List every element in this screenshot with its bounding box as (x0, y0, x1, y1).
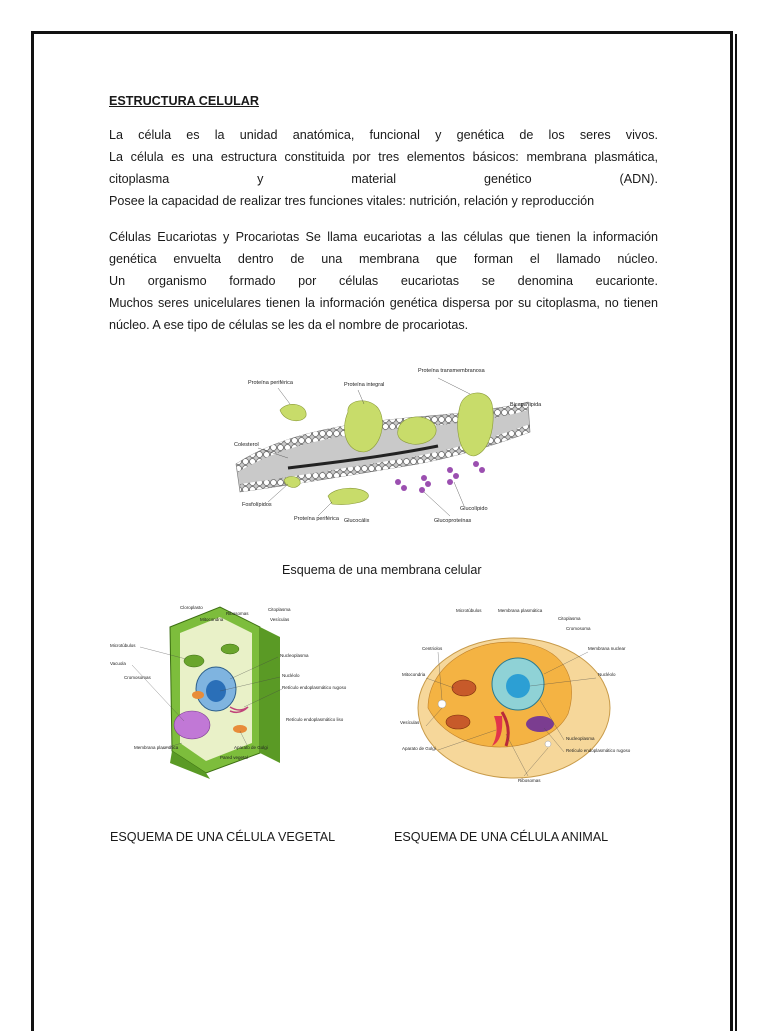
label-phospholipids: Fosfolípidos (242, 502, 272, 508)
animal-cell-diagram (398, 604, 631, 788)
label-chromosomes: Cromosomas (124, 675, 151, 680)
label-integral-protein: Proteína integral (344, 382, 385, 388)
paragraph-line: La célula es una estructura constituida por tres elementos básicos: membrana plasmática, (109, 150, 658, 164)
paragraph-line: Un organismo formado por células eucariotas se denomina eucarionte. (109, 274, 658, 288)
label-glycocalyx: Glucocálix (344, 518, 370, 524)
label-cytoplasm: Citoplasma (558, 616, 581, 621)
label-glycolipid: Glucolípido (460, 506, 488, 512)
label-nucleoplasm: Nucleoplasma (280, 653, 309, 658)
paragraph-line: citoplasma y material genético (ADN). (109, 172, 658, 186)
label-peripheral-protein-bottom: Proteína periférica (294, 516, 339, 522)
intro-paragraph (109, 124, 658, 212)
label-microtubules: Microtúbulos (456, 608, 482, 613)
membrane-caption: Esquema de una membrana celular (282, 563, 482, 577)
label-ribosomes: Ribosomas (226, 611, 249, 616)
label-microtubules: Microtúbulos (110, 643, 136, 648)
paragraph-line: Posee la capacidad de realizar tres funciones vitales: nutrición, relación y reproducción (109, 194, 595, 208)
plant-cell-caption: ESQUEMA DE UNA CÉLULA VEGETAL (110, 830, 336, 844)
paragraph-line: Células Eucariotas y Procariotas Se llama eucariotas a las células que tienen la información (109, 230, 658, 244)
label-mitochondria: Mitocondria (200, 617, 224, 622)
label-vesicles: Vesículas (270, 617, 290, 622)
paragraph-line: Muchos seres unicelulares tienen la información genética dispersa por su citoplasma, no tienen (109, 296, 658, 310)
plant-cell-diagram (110, 603, 360, 781)
label-glycoproteins: Glucoproteínas (434, 518, 472, 524)
animal-cell-caption: ESQUEMA DE UNA CÉLULA ANIMAL (394, 830, 609, 844)
label-wall: Pared vegetal (220, 755, 248, 760)
label-nuclear-membrane: Membrana nuclear (588, 646, 626, 651)
label-golgi: Aparato de Golgi (234, 745, 268, 750)
label-membrane: Membrana plasmática (134, 745, 179, 750)
paragraph-line: La célula es la unidad anatómica, funcional y genética de los seres vivos. (109, 128, 658, 142)
membrane-diagram (228, 360, 544, 532)
label-cytoplasm: Citoplasma (268, 607, 291, 612)
label-mitochondria: Mitocondria (402, 672, 426, 677)
label-transmembrane-protein: Proteína transmembranosa (418, 368, 485, 374)
label-ribosomes: Ribosomas (518, 778, 541, 783)
label-nucleoplasm: Nucleoplasma (566, 736, 595, 741)
label-centrioles: Centriolos (422, 646, 443, 651)
label-chloroplast: Cloroplasto (180, 605, 203, 610)
label-nucleolus: Nucléolo (598, 672, 616, 677)
label-vesicles: Vesículas (400, 720, 420, 725)
label-vacuole: Vacuola (110, 661, 126, 666)
label-rough-er: Retículo endoplasmático rugoso (282, 685, 347, 690)
paragraph-line: genética envuelta dentro de una membrana que forman el llamado núcleo. (109, 252, 658, 266)
label-rough-er: Retículo endoplasmático rugoso (566, 748, 631, 753)
label-bilayer: Bicapa lipida (510, 402, 542, 408)
label-golgi: Aparato de Golgi (402, 746, 436, 751)
document-title: ESTRUCTURA CELULAR (109, 94, 259, 108)
label-cholesterol: Colesterol (234, 442, 259, 448)
label-nucleolus: Nucléolo (282, 673, 300, 678)
label-chromosomes: Cromosoma (566, 626, 591, 631)
cell-types-paragraph (109, 226, 658, 336)
label-membrane: Membrana plasmática (498, 608, 543, 613)
paragraph-line: núcleo. A ese tipo de células se les da el nombre de procariotas. (109, 318, 469, 332)
label-smooth-er: Retículo endoplasmático liso (286, 717, 344, 722)
label-peripheral-protein-top: Proteína periférica (248, 380, 293, 386)
